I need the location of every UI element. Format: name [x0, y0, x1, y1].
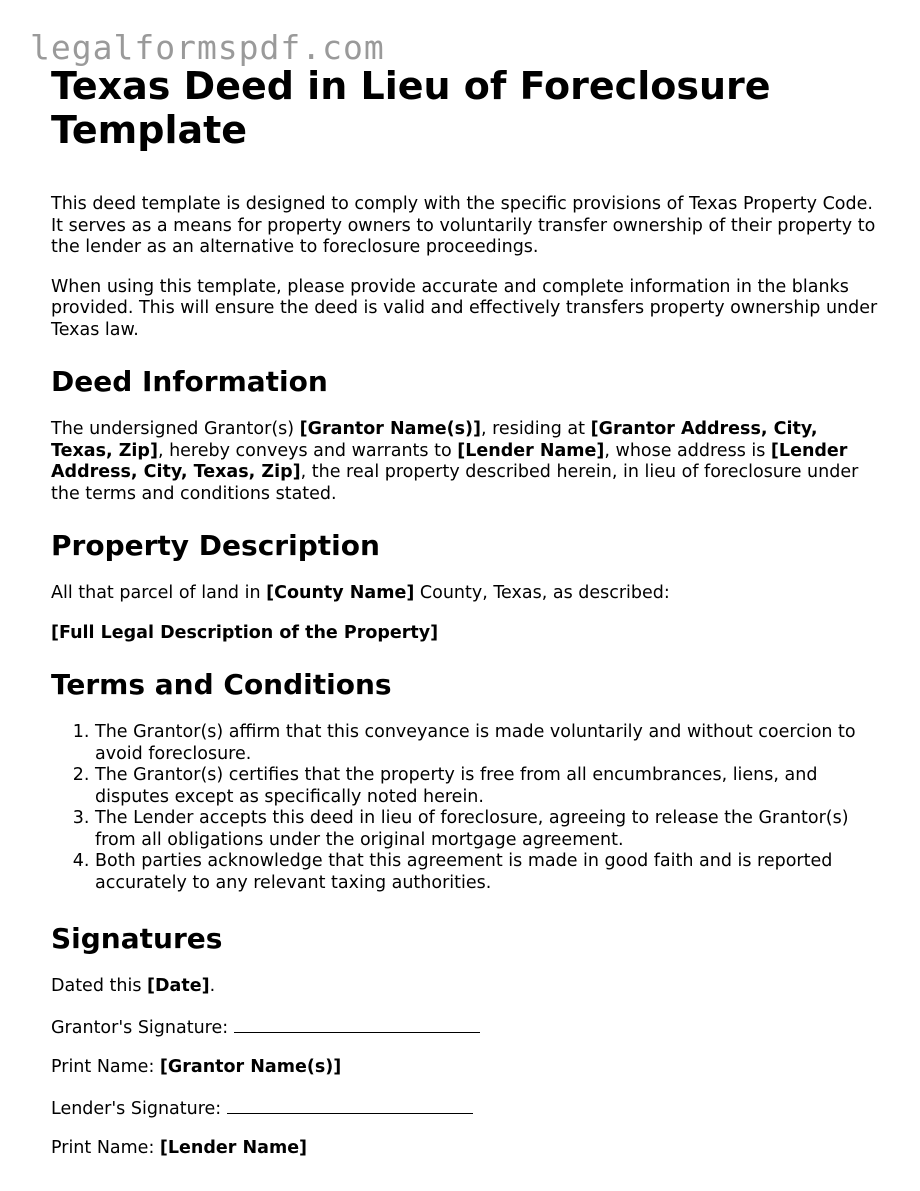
terms-heading: Terms and Conditions [51, 668, 392, 701]
lender-name-placeholder: [Lender Name] [457, 440, 605, 461]
watermark-text: legalformspdf.com [30, 28, 385, 67]
lender-print-name-line [51, 1138, 881, 1160]
dated-suffix: . [209, 976, 216, 996]
legal-description-placeholder: [Full Legal Description of the Property] [51, 622, 439, 643]
legal-description-line [51, 623, 881, 645]
deed-text-3: , hereby conveys and warrants to [157, 440, 458, 461]
grantor-print-name-line [51, 1057, 881, 1079]
document-title: Texas Deed in Lieu of Foreclosure Template [51, 64, 771, 152]
property-parcel-line [51, 583, 881, 605]
lender-print-label: Print Name: [51, 1138, 160, 1158]
dated-line [51, 976, 881, 998]
lender-address-placeholder: [Lender Address, City, Texas, Zip] [51, 440, 848, 482]
grantor-signature-blank[interactable] [234, 1016, 480, 1033]
lender-print-placeholder: [Lender Name] [159, 1138, 308, 1158]
terms-item-1: 1. The Grantor(s) affirm that this conveyance is made voluntarily and without coercion to avoid foreclosure. [95, 722, 881, 765]
intro-paragraph-1: This deed template is designed to comply with the specific provisions of Texas Property Code. It serves as a means for property owners to voluntarily transfer ownership of their property to the lender as an alternative to foreclosure proceedings. [51, 194, 876, 257]
lender-signature-blank[interactable] [227, 1097, 473, 1114]
deed-text-2: , residing at [481, 419, 591, 439]
property-text-2: County, Texas, as described: [414, 583, 670, 603]
grantor-signature-line [51, 1016, 881, 1040]
date-placeholder: [Date] [147, 976, 210, 996]
grantor-address-placeholder: [Grantor Address, City, Texas, Zip] [51, 419, 818, 461]
deed-information-paragraph [51, 419, 881, 505]
deed-text-4: , whose address is [604, 440, 771, 461]
lender-signature-line [51, 1097, 881, 1121]
signatures-heading: Signatures [51, 922, 223, 955]
dated-prefix: Dated this [51, 976, 147, 996]
terms-item-2: 2. The Grantor(s) certifies that the property is free from all encumbrances, liens, and disputes except as specifically noted herein. [95, 765, 881, 808]
intro-paragraph-2: When using this template, please provide accurate and complete information in the blanks provided. This will ensure the deed is valid and effectively transfers property ownership under Texas law. [51, 276, 878, 340]
grantor-name-placeholder: [Grantor Name(s)] [299, 419, 481, 439]
county-name-placeholder: [County Name] [266, 583, 415, 603]
grantor-print-placeholder: [Grantor Name(s)] [159, 1057, 342, 1077]
terms-item-3: 3. The Lender accepts this deed in lieu of foreclosure, agreeing to release the Grantor(s) from all obligations under the original mortgage agreement. [95, 808, 881, 851]
lender-signature-label: Lender's Signature: [51, 1098, 227, 1119]
deed-text-5: , the real property described herein, in lieu of foreclosure under the terms and conditions stated. [51, 462, 859, 504]
grantor-signature-label: Grantor's Signature: [51, 1017, 234, 1038]
terms-item-4: 4. Both parties acknowledge that this agreement is made in good faith and is reported accurately to any relevant taxing authorities. [95, 851, 881, 894]
property-text-1: All that parcel of land in [51, 583, 267, 603]
terms-list [51, 722, 881, 894]
property-description-heading: Property Description [51, 529, 380, 562]
deed-text-1: The undersigned Grantor(s) [51, 419, 300, 439]
grantor-print-label: Print Name: [51, 1057, 160, 1077]
deed-information-heading: Deed Information [51, 365, 328, 398]
document-page [51, 64, 881, 1178]
